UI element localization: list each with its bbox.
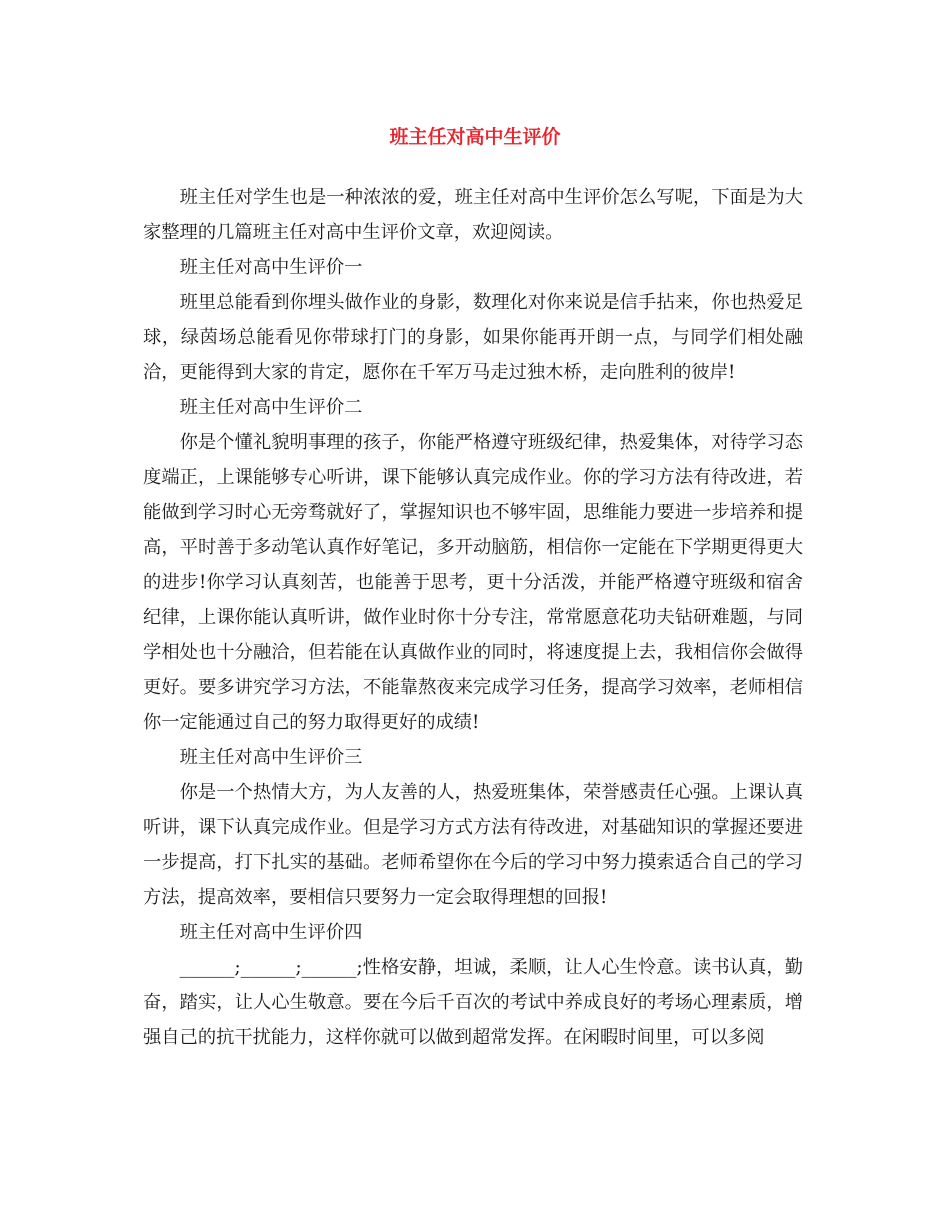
intro-paragraph: 班主任对学生也是一种浓浓的爱，班主任对高中生评价怎么写呢，下面是为大家整理的几篇班主任对高中生评价文章，欢迎阅读。	[143, 187, 803, 243]
section-heading-2: 班主任对高中生评价二	[179, 397, 363, 418]
section-paragraph-2: 你是个懂礼貌明事理的孩子，你能严格遵守班级纪律，热爱集体，对待学习态度端正，上课能够专心听讲，课下能够认真完成作业。你的学习方法有待改进，若能做到学习时心无旁骛就好了，掌握知识也不够牢固，思维能力要进一步培养和提高，平时善于多动笔认真作好笔记，多开动脑筋，相信你一定能在下学期更得更大的进步!你学习认真刻苦，也能善于思考，更十分活泼，并能严格遵守班级和宿舍纪律，上课你能认真听讲，做作业时你十分专注，常常愿意花功夫钻研难题，与同学相处也十分融洽，但若能在认真做作业的同时，将速度提上去，我相信你会做得更好。要多讲究学习方法，不能靠熬夜来完成学习任务，提高学习效率，老师相信你一定能通过自己的努力取得更好的成绩!	[143, 432, 803, 733]
document-body	[143, 180, 803, 1055]
section-heading-4: 班主任对高中生评价四	[179, 922, 363, 943]
document-title: 班主任对高中生评价	[389, 126, 561, 148]
section-paragraph-1: 班里总能看到你埋头做作业的身影，数理化对你来说是信手拈来，你也热爱足球，绿茵场总能看见你带球打门的身影，如果你能再开朗一点，与同学们相处融洽，更能得到大家的肯定，愿你在千军万马走过独木桥，走向胜利的彼岸!	[143, 292, 803, 383]
section-paragraph-3: 你是一个热情大方，为人友善的人，热爱班集体，荣誉感责任心强。上课认真听讲，课下认真完成作业。但是学习方式方法有待改进，对基础知识的掌握还要进一步提高，打下扎实的基础。老师希望你在今后的学习中努力摸索适合自己的学习方法，提高效率，要相信只要努力一定会取得理想的回报!	[143, 782, 803, 908]
section-paragraph-4: ______;______;______;性格安静，坦诚，柔顺，让人心生怜意。读书认真，勤奋，踏实，让人心生敬意。要在今后千百次的考试中养成良好的考场心理素质，增强自己的抗干扰能力，这样你就可以做到超常发挥。在闲暇时间里，可以多阅	[143, 957, 803, 1048]
section-heading-3: 班主任对高中生评价三	[179, 747, 363, 768]
section-heading-1: 班主任对高中生评价一	[179, 257, 363, 278]
